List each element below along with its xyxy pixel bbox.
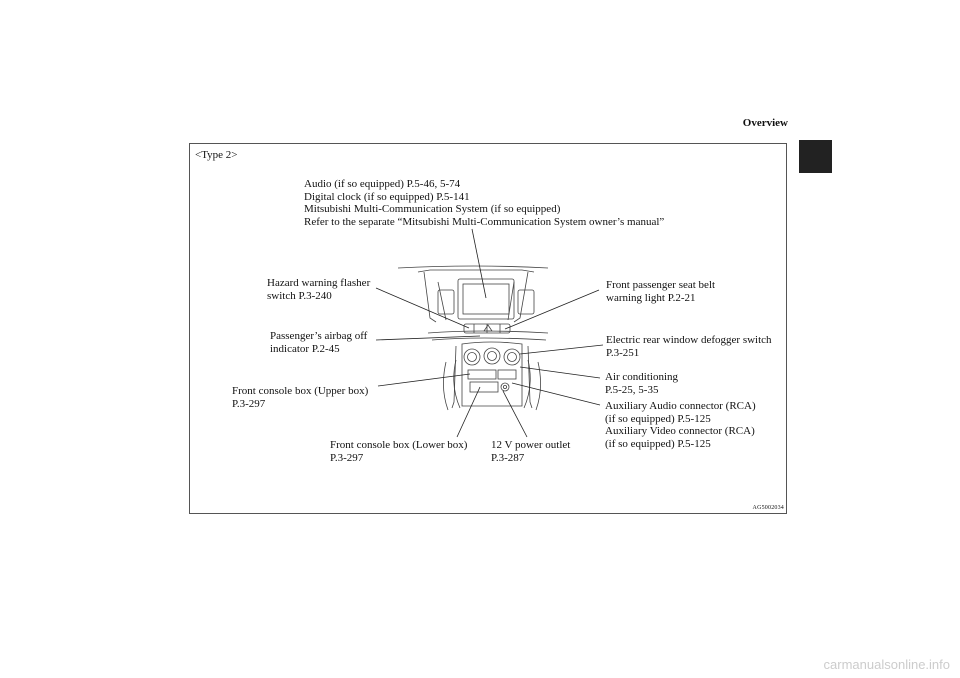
watermark: carmanualsonline.info: [823, 657, 950, 672]
seatbelt-callout: Front passenger seat belt warning light P.2-21: [606, 279, 716, 304]
console-lower-callout: Front console box (Lower box) P.3-297: [330, 439, 468, 464]
page-title: Overview: [742, 117, 788, 129]
defogger-callout: Electric rear window defogger switch P.3-251: [606, 334, 772, 359]
airbag-callout: Passenger’s airbag off indicator P.2-45: [270, 330, 368, 355]
audio-callout: Audio (if so equipped) P.5-46, 5-74 Digital clock (if so equipped) P.5-141 Mitsubishi Multi-Communication System (if so equipped) Refer to the separate “Mitsubishi Multi-Communication System owner’s manual”: [304, 178, 665, 228]
power-outlet-callout: 12 V power outlet P.3-287: [491, 439, 571, 464]
hazard-callout: Hazard warning flasher switch P.3-240: [267, 277, 371, 302]
console-upper-callout: Front console box (Upper box) P.3-297: [232, 385, 369, 410]
aircon-callout: Air conditioning P.5-25, 5-35: [605, 371, 679, 396]
figure-code: AG5002034: [752, 505, 784, 511]
type-label: <Type 2>: [195, 149, 238, 161]
aux-callout: Auxiliary Audio connector (RCA) (if so equipped) P.5-125 Auxiliary Video connector (RCA) (if so equipped) P.5-125: [605, 400, 756, 450]
